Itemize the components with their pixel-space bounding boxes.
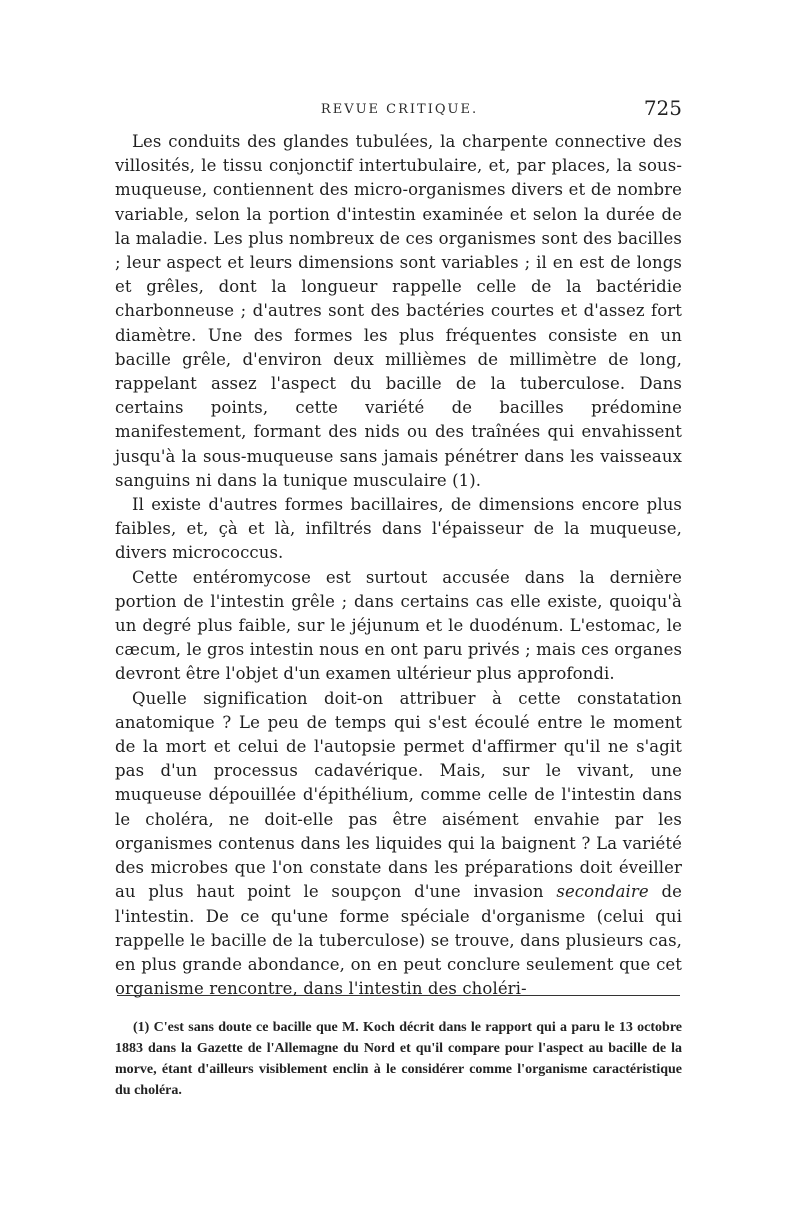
paragraph-4-start: Quelle signification doit-on attribuer à cette constatation anatomique ? Le peu de temps qui s'est écoulé entre le moment de la mort et celui de l'autopsie permet d'affirmer qu'il ne s'agit pas d'un processus cadavérique. Mais, sur le vivant, une muqueuse dépouillée d'épithélium, comme celle de l'intestin dans le choléra, ne doit-elle pas être aisément envahie par les organismes contenus dans les liquides qui la baignent ? La variété des microbes que l'on constate dans les préparations doit éveiller au plus haut point le soupçon d'une invasion xyxy=(115,688,682,902)
body-text xyxy=(115,130,682,1001)
footnote-divider xyxy=(117,995,680,996)
paragraph-1: Les conduits des glandes tubulées, la charpente connective des villosités, le tissu conjonctif intertubulaire, et, par places, la sous-muqueuse, contiennent des micro-organismes divers et de nombre variable, selon la portion d'intestin examinée et selon la durée de la maladie. Les plus nombreux de ces organismes sont des bacilles ; leur aspect et leurs dimensions sont variables ; il en est de longs et grêles, dont la longueur rappelle celle de la bactéridie charbonneuse ; d'autres sont des bactéries courtes et d'assez fort diamètre. Une des formes les plus fréquentes consiste en un bacille grêle, d'environ deux millièmes de millimètre de long, rappelant assez l'aspect du bacille de la tuberculose. Dans certains points, cette variété de bacilles prédomine manifestement, formant des nids ou des traînées qui envahissent jusqu'à la sous-muqueuse sans jamais pénétrer dans les vaisseaux sanguins ni dans la tunique musculaire (1). xyxy=(115,132,682,490)
footnote: (1) C'est sans doute ce bacille que M. Koch décrit dans le rapport qui a paru le 13 octobre 1883 dans la Gazette de l'Allemagne du Nord et qu'il compare pour l'aspect au bacille de la morve, étant d'ailleurs visiblement enclin à le considérer comme l'organisme caractéristique du choléra. xyxy=(115,1020,682,1098)
paragraph-3: Cette entéromycose est surtout accusée dans la dernière portion de l'intestin grêle ; dans certains cas elle existe, quoiqu'à un degré plus faible, sur le jéjunum et le duodénum. L'estomac, le cæcum, le gros intestin nous en ont paru privés ; mais ces organes devront être l'objet d'un examen ultérieur plus approfondi. xyxy=(115,567,683,684)
paragraph-4-end: de l'intestin. De ce qu'une forme spéciale d'organisme (celui qui rappelle le bacille de la tuberculose) se trouve, dans plusieurs cas, en plus grande abondance, on en peut conclure seulement que cet organisme rencontre, dans l'intestin des choléri- xyxy=(115,882,682,999)
paragraph-4 xyxy=(115,687,682,1002)
page-number: 725 xyxy=(643,96,682,120)
paragraph-2: Il existe d'autres formes bacillaires, de dimensions encore plus faibles, et, çà et là, infiltrés dans l'épaisseur de la muqueuse, divers micrococcus. xyxy=(115,495,682,563)
running-title: REVUE CRITIQUE. xyxy=(320,102,479,117)
emphasis-secondaire: secondaire xyxy=(556,882,649,902)
running-header xyxy=(117,96,682,126)
